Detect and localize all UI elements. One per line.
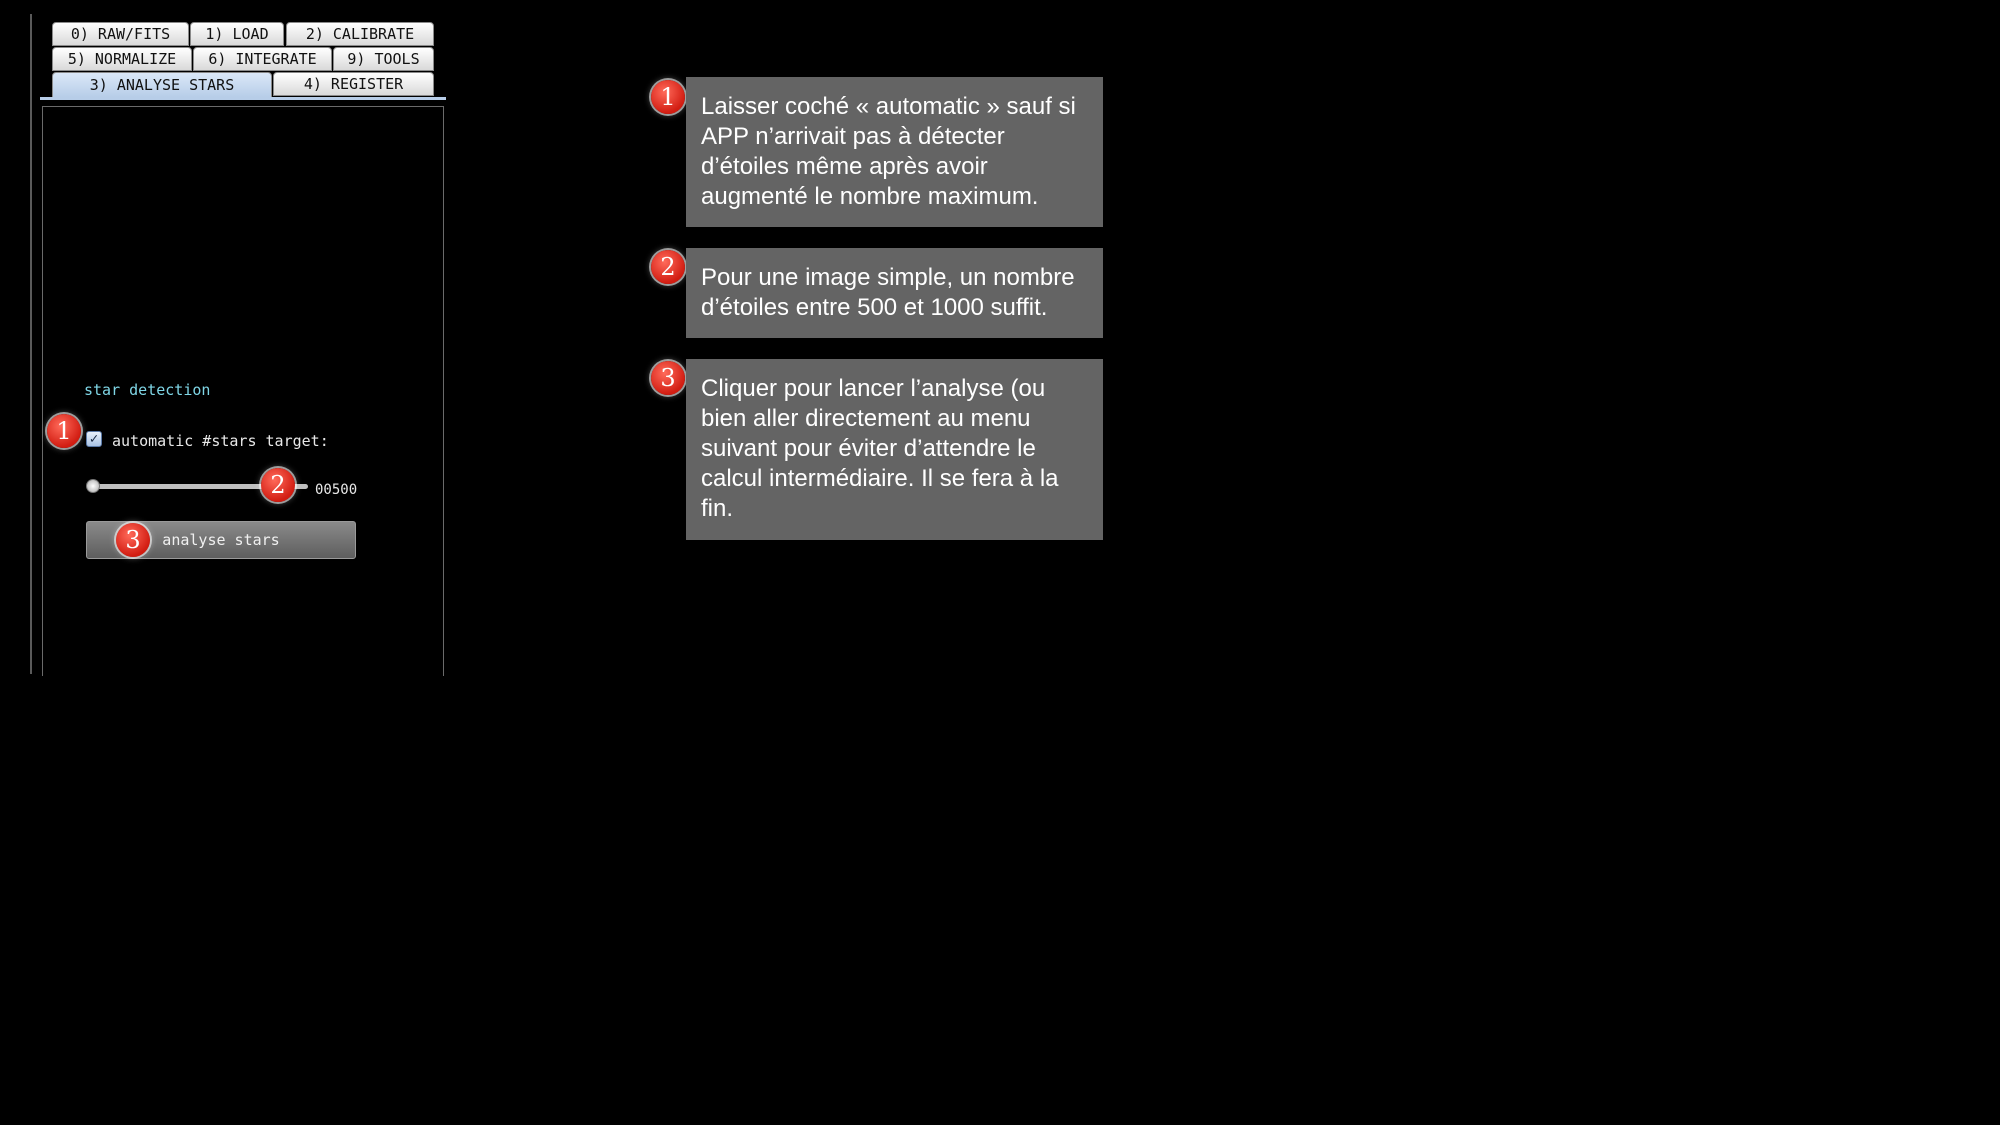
tab-raw-fits[interactable]: 0) RAW/FITS <box>52 22 189 46</box>
callout-badge-3: 3 <box>116 523 150 557</box>
tab-tools[interactable]: 9) TOOLS <box>333 47 434 71</box>
tab-normalize[interactable]: 5) NORMALIZE <box>52 47 192 71</box>
star-detection-label: star detection <box>84 381 211 399</box>
analyse-stars-button-label: analyse stars <box>162 531 280 549</box>
callout-badge-2: 2 <box>261 468 295 502</box>
note-badge-1: 1 <box>651 80 685 114</box>
stars-target-value: 00500 <box>315 482 358 498</box>
tab-bar-underline <box>40 97 446 100</box>
note-box-3: Cliquer pour lancer l’analyse (ou bien aller directement au menu suivant pour éviter d’attendre le calcul intermédiaire. Il se fera à la fin. <box>686 359 1103 540</box>
tab-integrate[interactable]: 6) INTEGRATE <box>193 47 332 71</box>
check-icon: ✓ <box>89 431 99 447</box>
callout-badge-1: 1 <box>47 414 81 448</box>
left-frame-line <box>30 14 32 674</box>
automatic-stars-label: automatic #stars target: <box>112 432 329 450</box>
automatic-stars-checkbox[interactable] <box>86 431 102 447</box>
note-box-2: Pour une image simple, un nombre d’étoiles entre 500 et 1000 suffit. <box>686 248 1103 338</box>
tab-analyse-stars[interactable]: 3) ANALYSE STARS <box>52 72 272 98</box>
note-badge-2: 2 <box>651 250 685 284</box>
stars-target-slider-thumb[interactable] <box>86 479 100 493</box>
note-badge-3: 3 <box>651 361 685 395</box>
tab-load[interactable]: 1) LOAD <box>190 22 284 46</box>
note-box-1: Laisser coché « automatic » sauf si APP n’arrivait pas à détecter d’étoiles même après avoir augmenté le nombre maximum. <box>686 77 1103 227</box>
tab-calibrate[interactable]: 2) CALIBRATE <box>286 22 434 46</box>
tab-register[interactable]: 4) REGISTER <box>273 72 434 96</box>
